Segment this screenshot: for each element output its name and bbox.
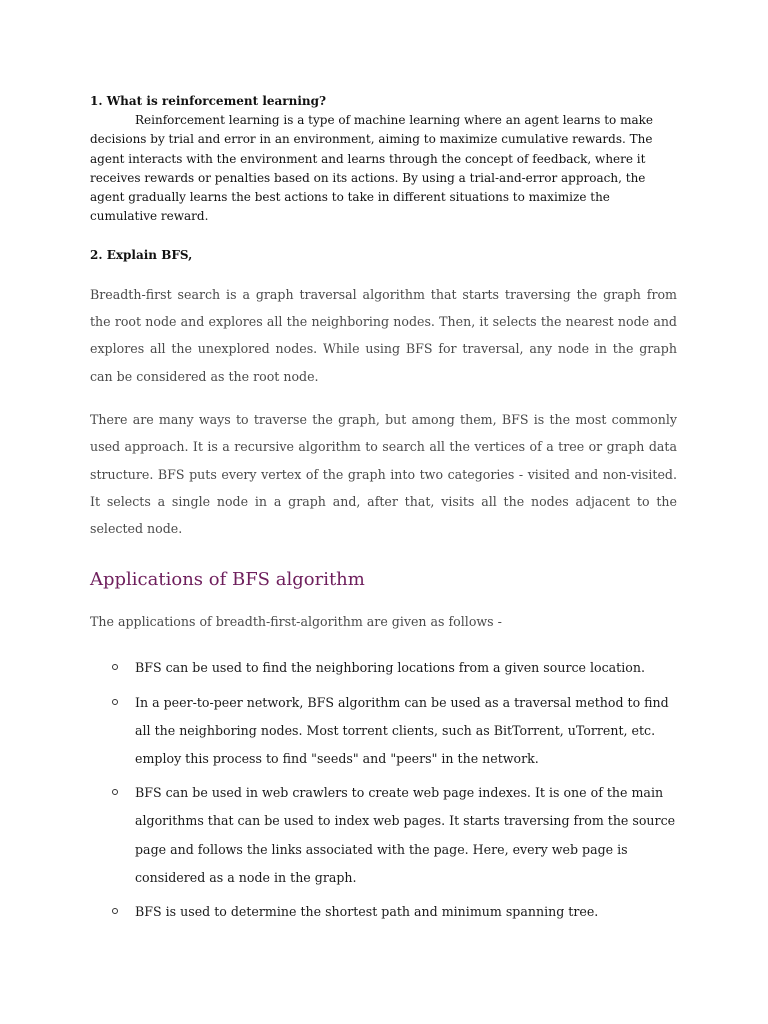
hollow-circle-bullet-icon <box>112 699 118 705</box>
list-item-text: BFS can be used to find the neighboring locations from a given source location. <box>135 660 645 676</box>
applications-heading: Applications of BFS algorithm <box>90 569 365 591</box>
list-item <box>90 898 677 926</box>
bfs-paragraph: There are many ways to traverse the graph, but among them, BFS is the most commonly used approach. It is a recursive algorithm to search all the vertices of a tree or graph data structure. BFS puts every vertex of the graph into two categories - visited and non-visited. It selects a single node in a graph and, after that, visits all the nodes adjacent to the selected node. <box>90 411 677 537</box>
question-1-heading: 1. What is reinforcement learning? <box>90 94 327 108</box>
list-item <box>90 654 677 682</box>
question-2-heading: 2. Explain BFS, <box>90 247 193 262</box>
hollow-circle-bullet-icon <box>112 908 118 914</box>
hollow-circle-bullet-icon <box>112 789 118 795</box>
list-item-text: BFS is used to determine the shortest path and minimum spanning tree. <box>135 904 599 920</box>
bfs-paragraph: Breadth-first search is a graph traversal algorithm that starts traversing the graph from the root node and explores all the neighboring nodes. Then, it selects the nearest node and explores all the unexplored nodes. While using BFS for traversal, any node in the graph can be considered as the root node. <box>90 286 677 384</box>
hollow-circle-bullet-icon <box>112 664 118 670</box>
question-1-answer: Reinforcement learning is a type of machine learning where an agent learns to make decisions by trial and error in an environment, aiming to maximize cumulative rewards. The agent interacts with the environment and learns through the concept of feedback, where it receives rewards or penalties based on its actions. By using a trial-and-error approach, the agent gradually learns the best actions to take in different situations to maximize the cumulative reward. <box>90 113 653 224</box>
list-item <box>90 689 677 774</box>
document-page <box>90 92 677 932</box>
applications-list <box>90 654 677 926</box>
list-item-text: BFS can be used in web crawlers to create web page indexes. It is one of the main algorithms that can be used to index web pages. It starts traversing from the source page and follows the links associated with the page. Here, every web page is considered as a node in the graph. <box>135 785 676 885</box>
applications-intro: The applications of breadth-first-algorithm are given as follows - <box>90 614 502 630</box>
list-item <box>90 779 677 892</box>
list-item-text: In a peer-to-peer network, BFS algorithm can be used as a traversal method to find all the neighboring nodes. Most torrent clients, such as BitTorrent, uTorrent, etc. employ this process to find "seeds" and "peers" in the network. <box>135 694 669 767</box>
